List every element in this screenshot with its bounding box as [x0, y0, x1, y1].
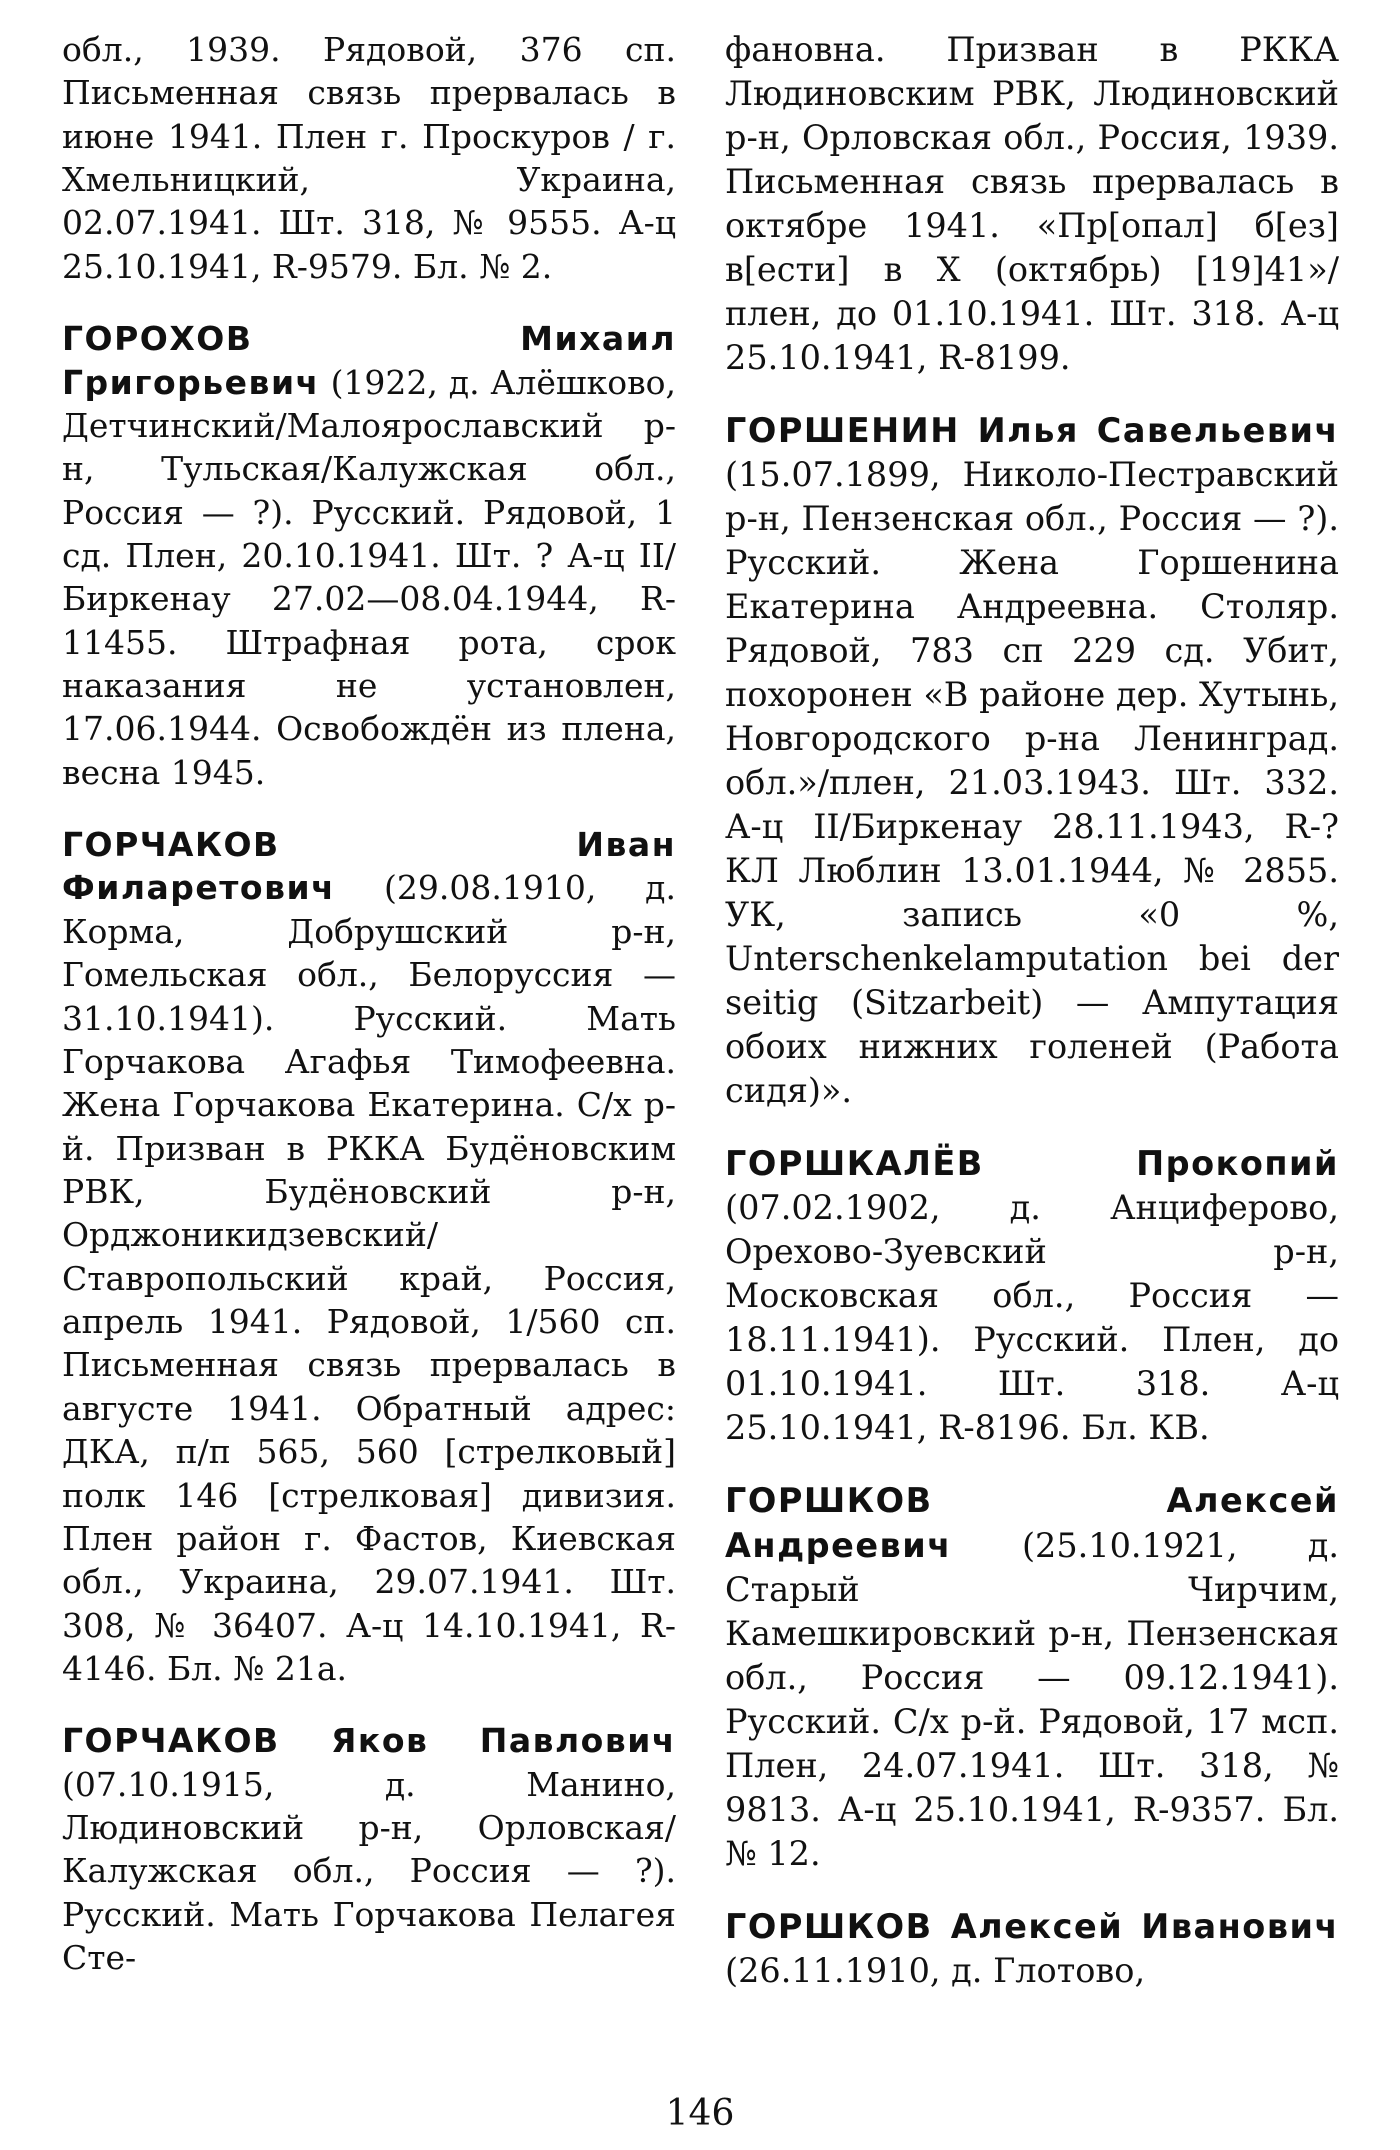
entry-name: ГОРОХОВ Михаил Григорьевич	[62, 319, 676, 402]
entry-text: (07.10.1915, д. Манино, Людиновский р-н, Орловская/Калужская обл., Россия — ?). Русский. Мать Горчакова Пелагея Сте-	[62, 1764, 676, 1978]
right-column	[725, 28, 1339, 2022]
entry-name: ГОРЧАКОВ Иван Филаретович	[62, 825, 676, 908]
entry-text: обл., 1939. Рядовой, 376 сп. Письменная связь прервалась в июне 1941. Плен г. Проскуров / г. Хмельницкий, Украина, 02.07.1941. Шт. 318, № 9555. А-ц 25.10.1941, R-9579. Бл. № 2.	[62, 30, 676, 286]
entry-gorchakov-ivan	[62, 823, 676, 1690]
entry-gorchakov-yakov	[62, 1719, 676, 1979]
entry-gorshkov-aleksey-andreevich	[725, 1479, 1339, 1875]
entry-name: ГОРШКОВ Алексей Иванович	[725, 1906, 1339, 1946]
entry-continuation	[725, 28, 1339, 380]
entry-name: ГОРШКАЛЁВ Прокопий	[725, 1144, 1339, 1184]
entry-gorokhov-mikhail	[62, 317, 676, 794]
entry-name: ГОРШЕНИН Илья Савельевич	[725, 411, 1339, 451]
entry-name: ГОРШКОВ Алексей Андреевич	[725, 1481, 1339, 1565]
entry-continuation	[62, 28, 676, 288]
left-column	[62, 28, 676, 2008]
entry-text: (26.11.1910, д. Глотово,	[725, 1950, 1146, 1990]
entry-name: ГОРЧАКОВ Яков Павлович	[62, 1721, 676, 1761]
entry-text: (15.07.1899, Николо-Пестравский р-н, Пензенская обл., Россия — ?). Русский. Жена Горшенина Екатерина Андреевна. Столяр. Рядовой, 783 сп 229 сд. Убит, похоронен «В районе дер. Хутынь, Новгородского р-на Ленинград. обл.»/плен, 21.03.1943. Шт. 332. А-ц II/Биркенау 28.11.1943, R-? КЛ Люблин 13.01.1944, № 2855. УК, запись «0 %, Unterschenkelamputation bei der seitig (Sitzarbeit) — Ампутация обоих нижних голеней (Работа сидя)».	[725, 455, 1339, 1111]
entry-text: (07.02.1902, д. Анциферово, Орехово-Зуевский р-н, Московская обл., Россия — 18.11.1941). Русский. Плен, до 01.10.1941. Шт. 318. А-ц 25.10.1941, R-8196. Бл. КВ.	[725, 1188, 1339, 1448]
entry-text: фановна. Призван в РККА Людиновским РВК, Людиновский р-н, Орловская обл., Россия, 1939. Письменная связь прервалась в октябре 1941. «Пр[опал] б[ез] в[ести] в X (октябрь) [19]41»/плен, до 01.10.1941. Шт. 318. А-ц 25.10.1941, R-8199.	[725, 30, 1339, 378]
entry-text: (25.10.1921, д. Старый Чирчим, Камешкировский р-н, Пензенская обл., Россия — 09.12.1941). Русский. С/х р-й. Рядовой, 17 мсп. Плен, 24.07.1941. Шт. 318, № 9813. А-ц 25.10.1941, R-9357. Бл. № 12.	[725, 1525, 1339, 1873]
entry-gorshkov-aleksey-ivanovich	[725, 1905, 1339, 1993]
page-number: 146	[665, 2093, 735, 2134]
entry-text: (1922, д. Алёшково, Детчинский/Малоярославский р-н, Тульская/Калужская обл., Россия — ?). Русский. Рядовой, 1 сд. Плен, 20.10.1941. Шт. ? А-ц II/Биркенау 27.02—08.04.1944, R-11455. Штрафная рота, срок наказания не установлен, 17.06.1944. Освобождён из плена, весна 1945.	[62, 362, 676, 792]
entry-gorshkalev-prokopiy	[725, 1142, 1339, 1450]
entry-text: (29.08.1910, д. Корма, Добрушский р-н, Гомельская обл., Белоруссия — 31.10.1941). Русский. Мать Горчакова Агафья Тимофеевна. Жена Горчакова Екатерина. С/х р-й. Призван в РККА Будёновским РВК, Будёновский р-н, Орджоникидзевский/Ставропольский край, Россия, апрель 1941. Рядовой, 1/560 сп. Письменная связь прервалась в августе 1941. Обратный адрес: ДКА, п/п 565, 560 [стрелковый] полк 146 [стрелковая] дивизия. Плен район г. Фастов, Киевская обл., Украина, 29.07.1941. Шт. 308, № 36407. А-ц 14.10.1941, R-4146. Бл. № 21а.	[62, 868, 676, 1688]
entry-gorshenin-ilya	[725, 409, 1339, 1113]
